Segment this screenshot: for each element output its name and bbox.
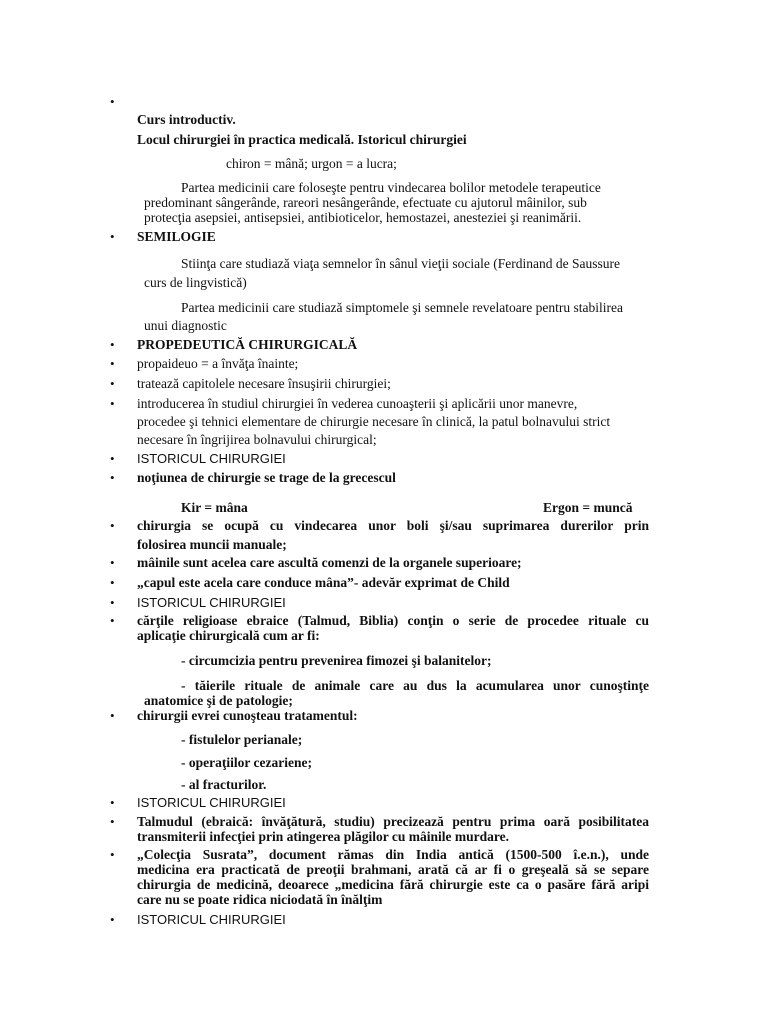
list-item: cărţile religioase ebraice (Talmud, Biblia) conţin o serie de procedee rituale cu	[137, 613, 649, 628]
definition-line: predominant sângerânde, rareori nesângerânde, efectuate cu ajutorul mâinilor, sub	[144, 195, 587, 210]
list-item: chirurgii evrei cunoşteau tratamentul:	[137, 708, 358, 723]
ergon-term: Ergon = muncă	[543, 500, 633, 515]
semilogie-line: curs de lingvistică)	[144, 275, 247, 290]
bullet: •	[110, 912, 115, 927]
list-item: tratează capitolele necesare însuşirii chirurgiei;	[137, 376, 391, 391]
bullet: •	[110, 337, 115, 352]
sub-item: anatomice şi de patologie;	[144, 693, 293, 708]
list-item: chirurgia de medicină, deoarece „medicina fără chirurgie este ca o pasăre fără aripi	[137, 877, 649, 892]
definition-line: Partea medicinii care foloseşte pentru vindecarea bolilor metodele terapeutice	[181, 180, 601, 195]
sub-item: - al fracturilor.	[181, 777, 267, 792]
bullet: •	[110, 396, 115, 411]
course-title: Curs introductiv.	[137, 112, 236, 127]
list-item: propaideuo = a învăţa înainte;	[137, 356, 299, 371]
notion-line: noţiunea de chirurgie se trage de la grecescul	[137, 470, 396, 485]
bullet: •	[110, 613, 115, 628]
bullet: •	[110, 94, 115, 109]
sub-item: - tăierile rituale de animale care au dus la acumularea unor cunoştinţe	[181, 678, 649, 693]
bullet: •	[110, 376, 115, 391]
list-item: procedee şi tehnici elementare de chirurgie necesare în clinică, la patul bolnavului strict	[137, 414, 611, 429]
bullet: •	[110, 595, 115, 610]
bullet: •	[110, 847, 115, 862]
list-item: introducerea în studiul chirurgiei în vederea cunoaşterii şi aplicării unor manevre,	[137, 396, 578, 411]
course-subtitle: Locul chirurgiei în practica medicală. Istoricul chirurgiei	[137, 132, 467, 147]
definition-line: protecţia asepsiei, antisepsiei, antibioticelor, hemostazei, anesteziei şi reanimării.	[144, 210, 582, 225]
bullet: •	[110, 795, 115, 810]
bullet: •	[110, 555, 115, 570]
section-heading-istoric: ISTORICUL CHIRURGIEI	[137, 795, 286, 810]
list-item: mâinile sunt acelea care ascultă comenzi de la organele superioare;	[137, 555, 522, 570]
bullet: •	[110, 814, 115, 829]
list-item: care nu se poate ridica niciodată în înălţim	[137, 892, 383, 907]
bullet: •	[110, 356, 115, 371]
bullet: •	[110, 470, 115, 485]
section-heading-istoric: ISTORICUL CHIRURGIEI	[137, 451, 286, 466]
section-heading-propedeutica: PROPEDEUTICĂ CHIRURGICALĂ	[137, 337, 358, 352]
semilogie-line: unui diagnostic	[144, 318, 227, 333]
bullet: •	[110, 229, 115, 244]
list-item: folosirea muncii manuale;	[137, 537, 287, 552]
list-item: necesare în îngrijirea bolnavului chirurgical;	[137, 432, 377, 447]
bullet: •	[110, 708, 115, 723]
semilogie-line: Stiinţa care studiază viaţa semnelor în sânul vieţii sociale (Ferdinand de Saussure	[181, 256, 620, 271]
bullet: •	[110, 575, 115, 590]
list-item: aplicaţie chirurgicală cum ar fi:	[137, 628, 320, 643]
list-item: Talmudul (ebraică: învăţătură, studiu) precizează pentru prima oară posibilitatea	[137, 814, 649, 829]
sub-item: - circumcizia pentru prevenirea fimozei şi balanitelor;	[181, 653, 492, 668]
semilogie-line: Partea medicinii care studiază simptomele şi semnele revelatoare pentru stabilirea	[181, 300, 623, 315]
bullet: •	[110, 518, 115, 533]
sub-item: - fistulelor perianale;	[181, 732, 303, 747]
section-heading-semilogie: SEMILOGIE	[137, 229, 216, 244]
etymology-line: chiron = mână; urgon = a lucra;	[226, 156, 397, 171]
section-heading-istoric: ISTORICUL CHIRURGIEI	[137, 912, 286, 927]
section-heading-istoric: ISTORICUL CHIRURGIEI	[137, 595, 286, 610]
list-item: medicina era practicată de preoţii brahmani, arată că ar fi o greşeală să se separe	[137, 862, 649, 877]
kir-term: Kir = mâna	[181, 500, 248, 515]
list-item: „capul este acela care conduce mâna”- adevăr exprimat de Child	[137, 575, 510, 590]
list-item: chirurgia se ocupă cu vindecarea unor boli şi/sau suprimarea durerilor prin	[137, 518, 649, 533]
bullet: •	[110, 451, 115, 466]
list-item: transmiterii infecţiei prin atingerea plăgilor cu mâinile murdare.	[137, 829, 509, 844]
sub-item: - operaţiilor cezariene;	[181, 755, 312, 770]
list-item: „Colecţia Susrata”, document rămas din India antică (1500-500 î.e.n.), unde	[137, 847, 649, 862]
